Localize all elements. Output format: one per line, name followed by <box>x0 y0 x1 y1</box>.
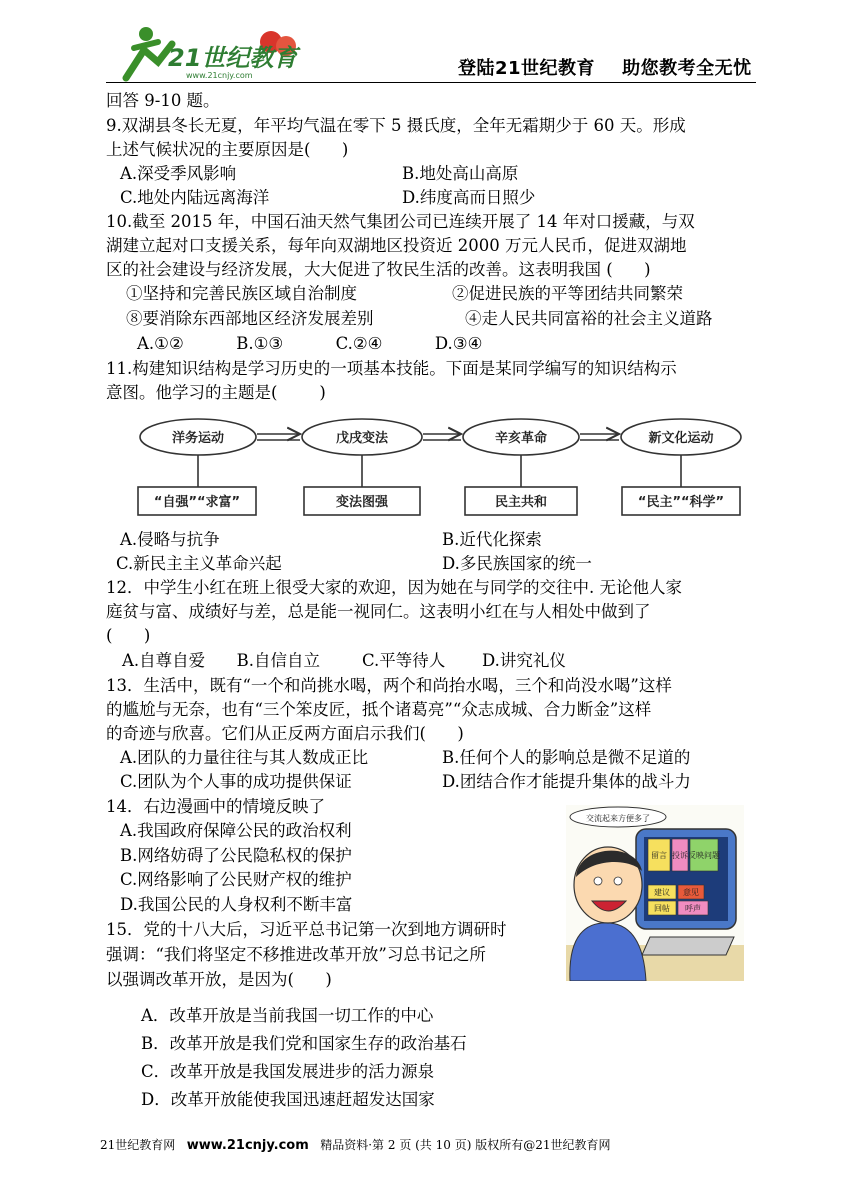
q12-options: A.自尊自爱 B.自信自立 C.平等待人 D.讲究礼仪 <box>122 651 566 670</box>
logo-text: 21世纪教育 <box>168 44 298 72</box>
q10-statement-3: ⑧要消除东西部地区经济发展差别 <box>126 309 374 328</box>
cartoon-bubble-text: 交流起来方便多了 <box>586 814 650 823</box>
cartoon-card-6: 回帖 <box>654 904 670 913</box>
q12-text: 12．中学生小红在班上很受大家的欢迎，因为她在与同学的交往中. 无论他人家 <box>106 578 682 597</box>
q15-option-c: C．改革开放是我国发展进步的活力源泉 <box>141 1062 435 1081</box>
q9-text-2: 上述气候状况的主要原因是( ) <box>106 140 349 159</box>
cartoon-card-4: 建议 <box>654 888 670 897</box>
diagram-node-3-label: 辛亥革命 <box>494 431 548 446</box>
q15-text-2: 强调：“我们将坚定不移推进改革开放”习总书记之所 <box>106 945 486 964</box>
cartoon-card-1: 留言 <box>651 851 667 860</box>
q10-statement-4: ④走人民共同富裕的社会主义道路 <box>465 309 713 328</box>
q15-text-3: 以强调改革开放，是因为( ) <box>106 970 332 989</box>
q10-text: 10.截至 2015 年，中国石油天然气集团公司已连续开展了 14 年对口援藏，与双 <box>106 212 695 231</box>
cartoon-card-5: 意见 <box>683 888 699 897</box>
q12-text-3: ( ) <box>106 626 151 645</box>
q13-text: 13．生活中，既有“一个和尚挑水喝，两个和尚抬水喝，三个和尚没水喝”这样 <box>106 676 672 695</box>
q14-option-d: D.我国公民的人身权利不断丰富 <box>120 895 353 914</box>
q10-statement-2: ②促进民族的平等团结共同繁荣 <box>452 284 683 303</box>
q11-option-c: C.新民主主义革命兴起 <box>116 554 282 573</box>
cartoon-card-2: 投诉 <box>672 851 688 860</box>
q14-option-b: B.网络妨碍了公民隐私权的保护 <box>120 846 352 865</box>
q9-text: 9.双湖县冬长无夏，年平均气温在零下 5 摄氏度，全年无霜期少于 60 天。形成 <box>106 116 686 135</box>
diagram-box-4-label: “民主”“科学” <box>637 495 725 510</box>
footer-site: 21世纪教育网 <box>100 1138 176 1152</box>
diagram-box-3-label: 民主共和 <box>494 495 548 510</box>
diagram-node-4-label: 新文化运动 <box>648 431 714 446</box>
q10-text-2: 湖建立起对口支援关系，每年向双湖地区投资近 2000 万元人民币，促进双湖地 <box>106 236 687 255</box>
q15-option-d: D．改革开放能使我国迅速赶超发达国家 <box>141 1090 435 1109</box>
q15-text: 15．党的十八大后，习近平总书记第一次到地方调研时 <box>106 920 507 939</box>
q11-option-b: B.近代化探索 <box>442 530 542 549</box>
header-slogan: 登陆21世纪教育 助您教考全无忧 <box>458 58 752 79</box>
diagram-box-2-label: 变法图强 <box>335 495 389 510</box>
q10-text-3: 区的社会建设与经济发展，大大促进了牧民生活的改善。这表明我国 ( ) <box>106 260 651 279</box>
q11-option-a: A.侵略与抗争 <box>120 530 220 549</box>
diagram-node-2-label: 戊戌变法 <box>335 431 389 446</box>
header-divider <box>106 82 756 83</box>
intro-line: 回答 9-10 题。 <box>106 91 220 110</box>
diagram-box-1-label: “自强”“求富” <box>153 495 241 510</box>
q14-option-c: C.网络影响了公民财产权的维护 <box>120 870 352 889</box>
footer-info: 精品资料·第 2 页 (共 10 页) 版权所有@21世纪教育网 <box>320 1138 611 1152</box>
q9-option-a: A.深受季风影响 <box>120 164 237 183</box>
q9-option-d: D.纬度高而日照少 <box>402 188 536 207</box>
q13-option-d: D.团结合作才能提升集体的战斗力 <box>442 772 691 791</box>
q13-option-c: C.团队为个人事的成功提供保证 <box>120 772 352 791</box>
cartoon-illustration <box>566 805 744 981</box>
q14-text: 14．右边漫画中的情境反映了 <box>106 797 325 816</box>
q11-option-d: D.多民族国家的统一 <box>442 554 592 573</box>
q9-option-c: C.地处内陆远离海洋 <box>120 188 270 207</box>
knowledge-structure-diagram <box>136 417 746 522</box>
q11-text-2: 意图。他学习的主题是( ) <box>106 383 326 402</box>
logo-url-text: www.21cnjy.com <box>186 71 253 80</box>
q15-option-a: A．改革开放是当前我国一切工作的中心 <box>141 1006 434 1025</box>
q10-options: A.①② B.①③ C.②④ D.③④ <box>137 334 483 353</box>
q12-text-2: 庭贫与富、成绩好与差，总是能一视同仁。这表明小红在与人相处中做到了 <box>106 602 651 621</box>
cartoon-card-7: 呼声 <box>685 904 701 913</box>
page-footer <box>100 1136 610 1153</box>
footer-url: www.21cnjy.com <box>186 1138 309 1153</box>
q10-statement-1: ①坚持和完善民族区域自治制度 <box>126 284 357 303</box>
q9-option-b: B.地处高山高原 <box>402 164 519 183</box>
q13-option-a: A.团队的力量往往与其人数成正比 <box>120 748 369 767</box>
cartoon-card-3: 反映问题 <box>688 851 720 860</box>
diagram-node-1-label: 洋务运动 <box>171 431 225 446</box>
q11-text: 11.构建知识结构是学习历史的一项基本技能。下面是某同学编写的知识结构示 <box>106 359 677 378</box>
q13-text-3: 的奇迹与欣喜。它们从正反两方面启示我们( ) <box>106 724 464 743</box>
q15-option-b: B．改革开放是我们党和国家生存的政治基石 <box>141 1034 467 1053</box>
q14-option-a: A.我国政府保障公民的政治权利 <box>120 821 352 840</box>
site-logo <box>106 20 306 82</box>
q13-option-b: B.任何个人的影响总是微不足道的 <box>442 748 691 767</box>
q13-text-2: 的尴尬与无奈，也有“三个笨皮匠，抵个诸葛亮”“众志成城、合力断金”这样 <box>106 700 652 719</box>
